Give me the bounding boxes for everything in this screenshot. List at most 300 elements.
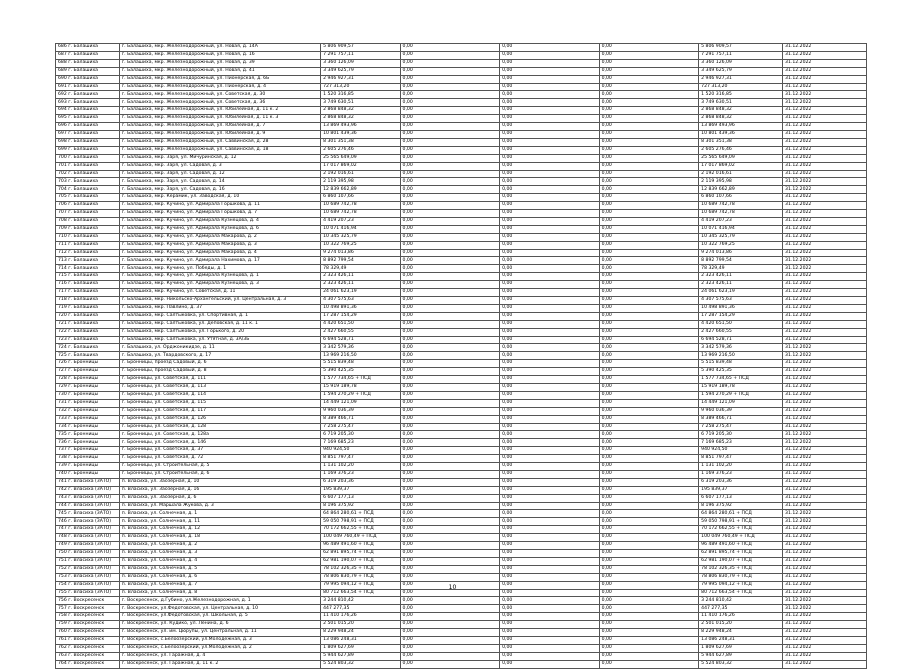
- deadline-cell: 31.12.2022: [783, 162, 867, 170]
- amount-3-cell: 0,00: [599, 91, 699, 99]
- amount-2-cell: 0,00: [500, 644, 600, 652]
- total-cell: 447 277,35: [699, 605, 783, 613]
- table-row: [56, 557, 867, 565]
- amount-1-cell: 0,00: [400, 241, 500, 249]
- amount-2-cell: 0,00: [500, 352, 600, 360]
- amount-1-cell: 0,00: [400, 297, 500, 305]
- total-cell: 8 389 466,71: [699, 415, 783, 423]
- table-row: [56, 573, 867, 581]
- row-number-municipality: 742 г. Власиха (ЗАТО): [56, 486, 120, 494]
- total-cell: 940 924,50: [699, 447, 783, 455]
- deadline-cell: 31.12.2022: [783, 470, 867, 478]
- row-number-municipality: 710 г. Балашиха: [56, 233, 120, 241]
- address-cell: п. Власиха, ул. Заозерная, д. 10: [119, 478, 320, 486]
- table-row: [56, 494, 867, 502]
- amount-2-cell: 0,00: [500, 344, 600, 352]
- address-cell: г. Балашиха, мкр. Кучино, ул. Победы, д. 1: [119, 265, 320, 273]
- amount-3-cell: 0,00: [599, 542, 699, 550]
- deadline-cell: 31.12.2022: [783, 636, 867, 644]
- cost-cell: 24 061 623,19: [321, 289, 400, 297]
- amount-3-cell: 0,00: [599, 470, 699, 478]
- amount-2-cell: 0,00: [500, 423, 600, 431]
- total-cell: 78 806 830,79 + ПСД: [699, 573, 783, 581]
- row-number-municipality: 692 г. Балашиха: [56, 91, 120, 99]
- table-row: [56, 447, 867, 455]
- deadline-cell: 31.12.2022: [783, 455, 867, 463]
- cost-cell: 940 924,50: [321, 447, 400, 455]
- amount-1-cell: 0,00: [400, 146, 500, 154]
- address-cell: п. Власиха, ул. Заозерная, д. 6: [119, 494, 320, 502]
- amount-2-cell: 0,00: [500, 360, 600, 368]
- amount-2-cell: 0,00: [500, 463, 600, 471]
- amount-1-cell: 0,00: [400, 233, 500, 241]
- deadline-cell: 31.12.2022: [783, 91, 867, 99]
- amount-1-cell: 0,00: [400, 652, 500, 660]
- cost-cell: 2 946 927,31: [321, 75, 400, 83]
- amount-3-cell: 0,00: [599, 502, 699, 510]
- row-number-municipality: 722 г. Балашиха: [56, 328, 120, 336]
- total-cell: 2 605 276,46: [699, 146, 783, 154]
- amount-3-cell: 0,00: [599, 478, 699, 486]
- table-row: [56, 257, 867, 265]
- table-row: [56, 202, 867, 210]
- row-number-municipality: 694 г. Балашиха: [56, 107, 120, 115]
- address-cell: п. Власиха, ул. Солнечная, д. 3: [119, 550, 320, 558]
- row-number-municipality: 686 г. Балашиха: [56, 44, 120, 52]
- amount-3-cell: 0,00: [599, 67, 699, 75]
- cost-cell: 62 891 895,74 + ПСД: [321, 550, 400, 558]
- row-number-municipality: 750 г. Власиха (ЗАТО): [56, 550, 120, 558]
- row-number-municipality: 716 г. Балашиха: [56, 281, 120, 289]
- amount-1-cell: 0,00: [400, 99, 500, 107]
- deadline-cell: 31.12.2022: [783, 502, 867, 510]
- amount-1-cell: 0,00: [400, 328, 500, 336]
- total-cell: 17 017 869,02: [699, 162, 783, 170]
- deadline-cell: 31.12.2022: [783, 589, 867, 597]
- amount-1-cell: 0,00: [400, 415, 500, 423]
- amount-2-cell: 0,00: [500, 597, 600, 605]
- cost-cell: 2 868 848,32: [321, 107, 400, 115]
- deadline-cell: 31.12.2022: [783, 431, 867, 439]
- row-number-municipality: 707 г. Балашиха: [56, 210, 120, 218]
- address-cell: г. Балашиха, мкр. Павлино, д. 37: [119, 304, 320, 312]
- cost-cell: 5 524 803,32: [321, 660, 400, 668]
- amount-2-cell: 0,00: [500, 573, 600, 581]
- amount-3-cell: 0,00: [599, 526, 699, 534]
- cost-cell: 3 244 810,42: [321, 597, 400, 605]
- amount-3-cell: 0,00: [599, 557, 699, 565]
- amount-1-cell: 0,00: [400, 573, 500, 581]
- total-cell: 4 419 207,23: [699, 217, 783, 225]
- address-cell: г. Балашиха, мкр. Железнодорожный, ул. Пионерская, д. 4: [119, 83, 320, 91]
- total-cell: 10 322 769,25: [699, 241, 783, 249]
- total-cell: 8 851 797,47: [699, 455, 783, 463]
- amount-1-cell: 0,00: [400, 281, 500, 289]
- address-cell: г. Балашиха, мкр. Никольско-Архангельский, ул. Центральная, д. 3: [119, 297, 320, 305]
- table-row: [56, 225, 867, 233]
- amount-2-cell: 0,00: [500, 289, 600, 297]
- amount-1-cell: 0,00: [400, 534, 500, 542]
- amount-2-cell: 0,00: [500, 75, 600, 83]
- table-row: [56, 352, 867, 360]
- amount-3-cell: 0,00: [599, 660, 699, 668]
- cost-cell: 13 086 248,31: [321, 636, 400, 644]
- row-number-municipality: 732 г. Бронницы: [56, 407, 120, 415]
- page-number: 10: [448, 584, 457, 591]
- total-cell: 5 515 839,48: [699, 360, 783, 368]
- amount-3-cell: 0,00: [599, 644, 699, 652]
- deadline-cell: 31.12.2022: [783, 518, 867, 526]
- amount-2-cell: 0,00: [500, 534, 600, 542]
- amount-2-cell: 0,00: [500, 146, 600, 154]
- row-number-municipality: 744 г. Власиха (ЗАТО): [56, 502, 120, 510]
- deadline-cell: 31.12.2022: [783, 154, 867, 162]
- cost-cell: 25 565 649,09: [321, 154, 400, 162]
- amount-3-cell: 0,00: [599, 336, 699, 344]
- table-row: [56, 312, 867, 320]
- amount-1-cell: 0,00: [400, 257, 500, 265]
- deadline-cell: 31.12.2022: [783, 447, 867, 455]
- amount-3-cell: 0,00: [599, 407, 699, 415]
- deadline-cell: 31.12.2022: [783, 328, 867, 336]
- total-cell: 2 323 426,11: [699, 273, 783, 281]
- row-number-municipality: 734 г. Бронницы: [56, 423, 120, 431]
- amount-1-cell: 0,00: [400, 629, 500, 637]
- amount-3-cell: 0,00: [599, 154, 699, 162]
- table-row: [56, 368, 867, 376]
- address-cell: г. Балашиха, мкр. Заря, ул. Садовая, д. 14: [119, 178, 320, 186]
- row-number-municipality: 705 г. Балашиха: [56, 194, 120, 202]
- cost-cell: 17 017 869,02: [321, 162, 400, 170]
- amount-3-cell: 0,00: [599, 439, 699, 447]
- amount-3-cell: 0,00: [599, 494, 699, 502]
- total-cell: 9 274 013,86: [699, 249, 783, 257]
- table-row: [56, 170, 867, 178]
- deadline-cell: 31.12.2022: [783, 170, 867, 178]
- total-cell: 8 196 375,92: [699, 502, 783, 510]
- amount-2-cell: 0,00: [500, 83, 600, 91]
- amount-1-cell: 0,00: [400, 130, 500, 138]
- row-number-municipality: 725 г. Балашиха: [56, 352, 120, 360]
- table-row: [56, 265, 867, 273]
- table-row: [56, 431, 867, 439]
- amount-2-cell: 0,00: [500, 629, 600, 637]
- amount-3-cell: 0,00: [599, 399, 699, 407]
- deadline-cell: 31.12.2022: [783, 115, 867, 123]
- amount-2-cell: 0,00: [500, 186, 600, 194]
- table-row: [56, 130, 867, 138]
- total-cell: 6 319 203,36: [699, 478, 783, 486]
- amount-1-cell: 0,00: [400, 478, 500, 486]
- table-row: [56, 154, 867, 162]
- total-cell: 3 244 810,42: [699, 597, 783, 605]
- cost-cell: 79 995 094,12 + ПСД: [321, 581, 400, 589]
- amount-3-cell: 0,00: [599, 376, 699, 384]
- address-cell: г. Бронницы, ул. Советская, д. 146: [119, 439, 320, 447]
- total-cell: 15 919 189,78: [699, 383, 783, 391]
- amount-2-cell: 0,00: [500, 115, 600, 123]
- address-cell: г. Балашиха, мкр. Железнодорожный, ул. Новая, д. 41: [119, 67, 320, 75]
- cost-cell: 78 329,49: [321, 265, 400, 273]
- amount-1-cell: 0,00: [400, 526, 500, 534]
- deadline-cell: 31.12.2022: [783, 257, 867, 265]
- address-cell: г. Воскресенск, ул.Федотовская, ул. Школьная, д. 5: [119, 613, 320, 621]
- deadline-cell: 31.12.2022: [783, 463, 867, 471]
- deadline-cell: 31.12.2022: [783, 265, 867, 273]
- table-row: [56, 423, 867, 431]
- amount-2-cell: 0,00: [500, 241, 600, 249]
- address-cell: п. Власиха, ул. Солнечная, д. 1: [119, 510, 320, 518]
- deadline-cell: 31.12.2022: [783, 138, 867, 146]
- row-number-municipality: 704 г. Балашиха: [56, 186, 120, 194]
- amount-2-cell: 0,00: [500, 565, 600, 573]
- table-row: [56, 233, 867, 241]
- deadline-cell: 31.12.2022: [783, 352, 867, 360]
- cost-cell: 8 229 948,24: [321, 629, 400, 637]
- cost-cell: 7 169 685,23: [321, 439, 400, 447]
- cost-cell: 12 839 662,89: [321, 186, 400, 194]
- amount-2-cell: 0,00: [500, 581, 600, 589]
- total-cell: 24 061 623,19: [699, 289, 783, 297]
- amount-1-cell: 0,00: [400, 107, 500, 115]
- amount-2-cell: 0,00: [500, 613, 600, 621]
- row-number-municipality: 761 г. Воскресенск: [56, 636, 120, 644]
- deadline-cell: 31.12.2022: [783, 510, 867, 518]
- amount-3-cell: 0,00: [599, 344, 699, 352]
- amount-3-cell: 0,00: [599, 75, 699, 83]
- address-cell: г. Балашиха, мкр. Железнодорожный, ул. Саввинская, д. 18: [119, 146, 320, 154]
- table-row: [56, 281, 867, 289]
- amount-2-cell: 0,00: [500, 478, 600, 486]
- table-row: [56, 407, 867, 415]
- cost-cell: 3 749 630,51: [321, 99, 400, 107]
- amount-3-cell: 0,00: [599, 636, 699, 644]
- total-cell: 17 287 154,29: [699, 312, 783, 320]
- table-row: [56, 320, 867, 328]
- address-cell: г. Бронницы, ул. Строительная, д. 5: [119, 463, 320, 471]
- amount-2-cell: 0,00: [500, 502, 600, 510]
- cost-cell: 62 981 190,07 + ПСД: [321, 557, 400, 565]
- table-row: [56, 391, 867, 399]
- address-cell: г. Балашиха, мкр. Железнодорожный, ул. Юбилейная, д. 7: [119, 123, 320, 131]
- row-number-municipality: 736 г. Бронницы: [56, 439, 120, 447]
- row-number-municipality: 748 г. Власиха (ЗАТО): [56, 534, 120, 542]
- address-cell: г. Балашиха, мкр. Железнодорожный, ул. Советская, д. 36: [119, 99, 320, 107]
- total-cell: 62 891 895,74 + ПСД: [699, 550, 783, 558]
- total-cell: 1 520 316,85: [699, 91, 783, 99]
- amount-3-cell: 0,00: [599, 170, 699, 178]
- row-number-municipality: 752 г. Власиха (ЗАТО): [56, 565, 120, 573]
- deadline-cell: 31.12.2022: [783, 494, 867, 502]
- table-row: [56, 660, 867, 668]
- cost-cell: 13 869 493,96: [321, 123, 400, 131]
- total-cell: 78 102 326,35 + ПСД: [699, 565, 783, 573]
- deadline-cell: 31.12.2022: [783, 186, 867, 194]
- amount-1-cell: 0,00: [400, 115, 500, 123]
- table-row: [56, 178, 867, 186]
- cost-cell: 3 360 126,09: [321, 59, 400, 67]
- amount-3-cell: 0,00: [599, 257, 699, 265]
- table-row: [56, 186, 867, 194]
- address-cell: г. Бронницы, ул. Советская, д. 117: [119, 407, 320, 415]
- table-row: [56, 360, 867, 368]
- amount-3-cell: 0,00: [599, 352, 699, 360]
- cost-cell: 1 809 627,69: [321, 644, 400, 652]
- cost-cell: 9 274 013,86: [321, 249, 400, 257]
- cost-cell: 1 520 316,85: [321, 91, 400, 99]
- address-cell: г. Бронницы, проезд Садовый, д. 8: [119, 368, 320, 376]
- address-cell: г. Балашиха, мкр. Заря, ул. Садовая, д. 12: [119, 170, 320, 178]
- amount-2-cell: 0,00: [500, 233, 600, 241]
- amount-2-cell: 0,00: [500, 336, 600, 344]
- address-cell: г. Балашиха, мкр. Кучино, ул. Адмирала Макарова, д. 3: [119, 241, 320, 249]
- amount-1-cell: 0,00: [400, 636, 500, 644]
- amount-3-cell: 0,00: [599, 368, 699, 376]
- amount-2-cell: 0,00: [500, 542, 600, 550]
- amount-3-cell: 0,00: [599, 83, 699, 91]
- address-cell: г. Бронницы, ул. Советская, д. 114: [119, 391, 320, 399]
- cost-cell: 6 319 203,36: [321, 478, 400, 486]
- amount-2-cell: 0,00: [500, 91, 600, 99]
- amount-1-cell: 0,00: [400, 225, 500, 233]
- amount-1-cell: 0,00: [400, 344, 500, 352]
- total-cell: 62 981 190,07 + ПСД: [699, 557, 783, 565]
- amount-2-cell: 0,00: [500, 320, 600, 328]
- row-number-municipality: 699 г. Балашиха: [56, 146, 120, 154]
- total-cell: 2 501 015,20: [699, 621, 783, 629]
- amount-1-cell: 0,00: [400, 470, 500, 478]
- amount-1-cell: 0,00: [400, 123, 500, 131]
- amount-2-cell: 0,00: [500, 194, 600, 202]
- total-cell: 3 342 579,36: [699, 344, 783, 352]
- deadline-cell: 31.12.2022: [783, 59, 867, 67]
- amount-1-cell: 0,00: [400, 581, 500, 589]
- amount-1-cell: 0,00: [400, 399, 500, 407]
- deadline-cell: 31.12.2022: [783, 415, 867, 423]
- amount-2-cell: 0,00: [500, 621, 600, 629]
- cost-cell: 6 860 107,66: [321, 194, 400, 202]
- table-row: [56, 91, 867, 99]
- total-cell: 25 565 649,09: [699, 154, 783, 162]
- total-cell: 6 860 107,66: [699, 194, 783, 202]
- amount-2-cell: 0,00: [500, 470, 600, 478]
- amount-2-cell: 0,00: [500, 455, 600, 463]
- cost-cell: 10 801 439,36: [321, 130, 400, 138]
- address-cell: г. Балашиха, мкр. Салтыковка, ул. Спортивная, д. 1: [119, 312, 320, 320]
- amount-2-cell: 0,00: [500, 202, 600, 210]
- row-number-municipality: 695 г. Балашиха: [56, 115, 120, 123]
- amount-2-cell: 0,00: [500, 130, 600, 138]
- amount-1-cell: 0,00: [400, 75, 500, 83]
- cost-cell: 8 196 375,92: [321, 502, 400, 510]
- table-row: [56, 518, 867, 526]
- deadline-cell: 31.12.2022: [783, 407, 867, 415]
- amount-3-cell: 0,00: [599, 518, 699, 526]
- cost-cell: 2 323 426,11: [321, 281, 400, 289]
- total-cell: 59 050 798,91 + ПСД: [699, 518, 783, 526]
- amount-1-cell: 0,00: [400, 67, 500, 75]
- deadline-cell: 31.12.2022: [783, 304, 867, 312]
- amount-3-cell: 0,00: [599, 573, 699, 581]
- amount-3-cell: 0,00: [599, 146, 699, 154]
- address-cell: г. Балашиха, мкр. Заря, ул. Мичуринская, д. 12: [119, 154, 320, 162]
- address-cell: г. Балашиха, мкр. Кучино, ул. Адмирала Кузнецова, д. 6: [119, 225, 320, 233]
- table-row: [56, 59, 867, 67]
- table-row: [56, 344, 867, 352]
- address-cell: г. Балашиха, мкр. Салтыковка, ул. Горького, д. 20: [119, 328, 320, 336]
- amount-1-cell: 0,00: [400, 170, 500, 178]
- address-cell: г. Воскресенск, с.Белоозерский, ул.Молодежная, д. 2: [119, 644, 320, 652]
- total-cell: 11 410 176,26: [699, 613, 783, 621]
- table-row: [56, 273, 867, 281]
- total-cell: 8 229 948,24: [699, 629, 783, 637]
- row-number-municipality: 727 г. Бронницы: [56, 368, 120, 376]
- address-cell: г. Балашиха, мкр. Кучино, ул. Адмирала Макарова, д. 4: [119, 249, 320, 257]
- table-row: [56, 304, 867, 312]
- amount-1-cell: 0,00: [400, 312, 500, 320]
- address-cell: г. Бронницы, ул. Строительная, д. 6: [119, 470, 320, 478]
- amount-1-cell: 0,00: [400, 91, 500, 99]
- row-number-municipality: 713 г. Балашиха: [56, 257, 120, 265]
- row-number-municipality: 703 г. Балашиха: [56, 178, 120, 186]
- amount-3-cell: 0,00: [599, 597, 699, 605]
- total-cell: 96 489 491,60 + ПСД: [699, 542, 783, 550]
- amount-2-cell: 0,00: [500, 589, 600, 597]
- amount-3-cell: 0,00: [599, 217, 699, 225]
- amount-1-cell: 0,00: [400, 494, 500, 502]
- amount-3-cell: 0,00: [599, 565, 699, 573]
- table-row: [56, 534, 867, 542]
- amount-1-cell: 0,00: [400, 186, 500, 194]
- cost-cell: 3 349 625,79: [321, 67, 400, 75]
- table-row: [56, 415, 867, 423]
- amount-3-cell: 0,00: [599, 581, 699, 589]
- cost-cell: 7 291 757,11: [321, 51, 400, 59]
- deadline-cell: 31.12.2022: [783, 423, 867, 431]
- table-row: [56, 550, 867, 558]
- row-number-municipality: 758 г. Воскресенск: [56, 613, 120, 621]
- amount-3-cell: 0,00: [599, 241, 699, 249]
- amount-1-cell: 0,00: [400, 83, 500, 91]
- amount-2-cell: 0,00: [500, 67, 600, 75]
- address-cell: г. Бронницы, ул. Советская, д. 126: [119, 415, 320, 423]
- total-cell: 3 349 625,79: [699, 67, 783, 75]
- row-number-municipality: 687 г. Балашиха: [56, 51, 120, 59]
- amount-3-cell: 0,00: [599, 510, 699, 518]
- deadline-cell: 31.12.2022: [783, 613, 867, 621]
- total-cell: 727 313,20: [699, 83, 783, 91]
- amount-3-cell: 0,00: [599, 463, 699, 471]
- address-cell: г. Балашиха, мкр. Салтыковка, ул. Утятная, д. 3А/3Б: [119, 336, 320, 344]
- table-row: [56, 376, 867, 384]
- cost-cell: 1 131 102,20: [321, 463, 400, 471]
- cost-cell: 14 449 121,09: [321, 399, 400, 407]
- row-number-municipality: 698 г. Балашиха: [56, 138, 120, 146]
- total-cell: 13 869 493,96: [699, 123, 783, 131]
- deadline-cell: 31.12.2022: [783, 312, 867, 320]
- total-cell: 3 360 126,09: [699, 59, 783, 67]
- deadline-cell: 31.12.2022: [783, 478, 867, 486]
- total-cell: 5 390 425,35: [699, 368, 783, 376]
- table-row: [56, 67, 867, 75]
- cost-cell: 59 050 798,91 + ПСД: [321, 518, 400, 526]
- table-row: [56, 439, 867, 447]
- address-cell: п. Власиха, ул. Солнечная, д. 18: [119, 534, 320, 542]
- total-cell: 10 071 416,94: [699, 225, 783, 233]
- amount-2-cell: 0,00: [500, 178, 600, 186]
- row-number-municipality: 724 г. Балашиха: [56, 344, 120, 352]
- total-cell: 70 172 662,55 + ПСД: [699, 526, 783, 534]
